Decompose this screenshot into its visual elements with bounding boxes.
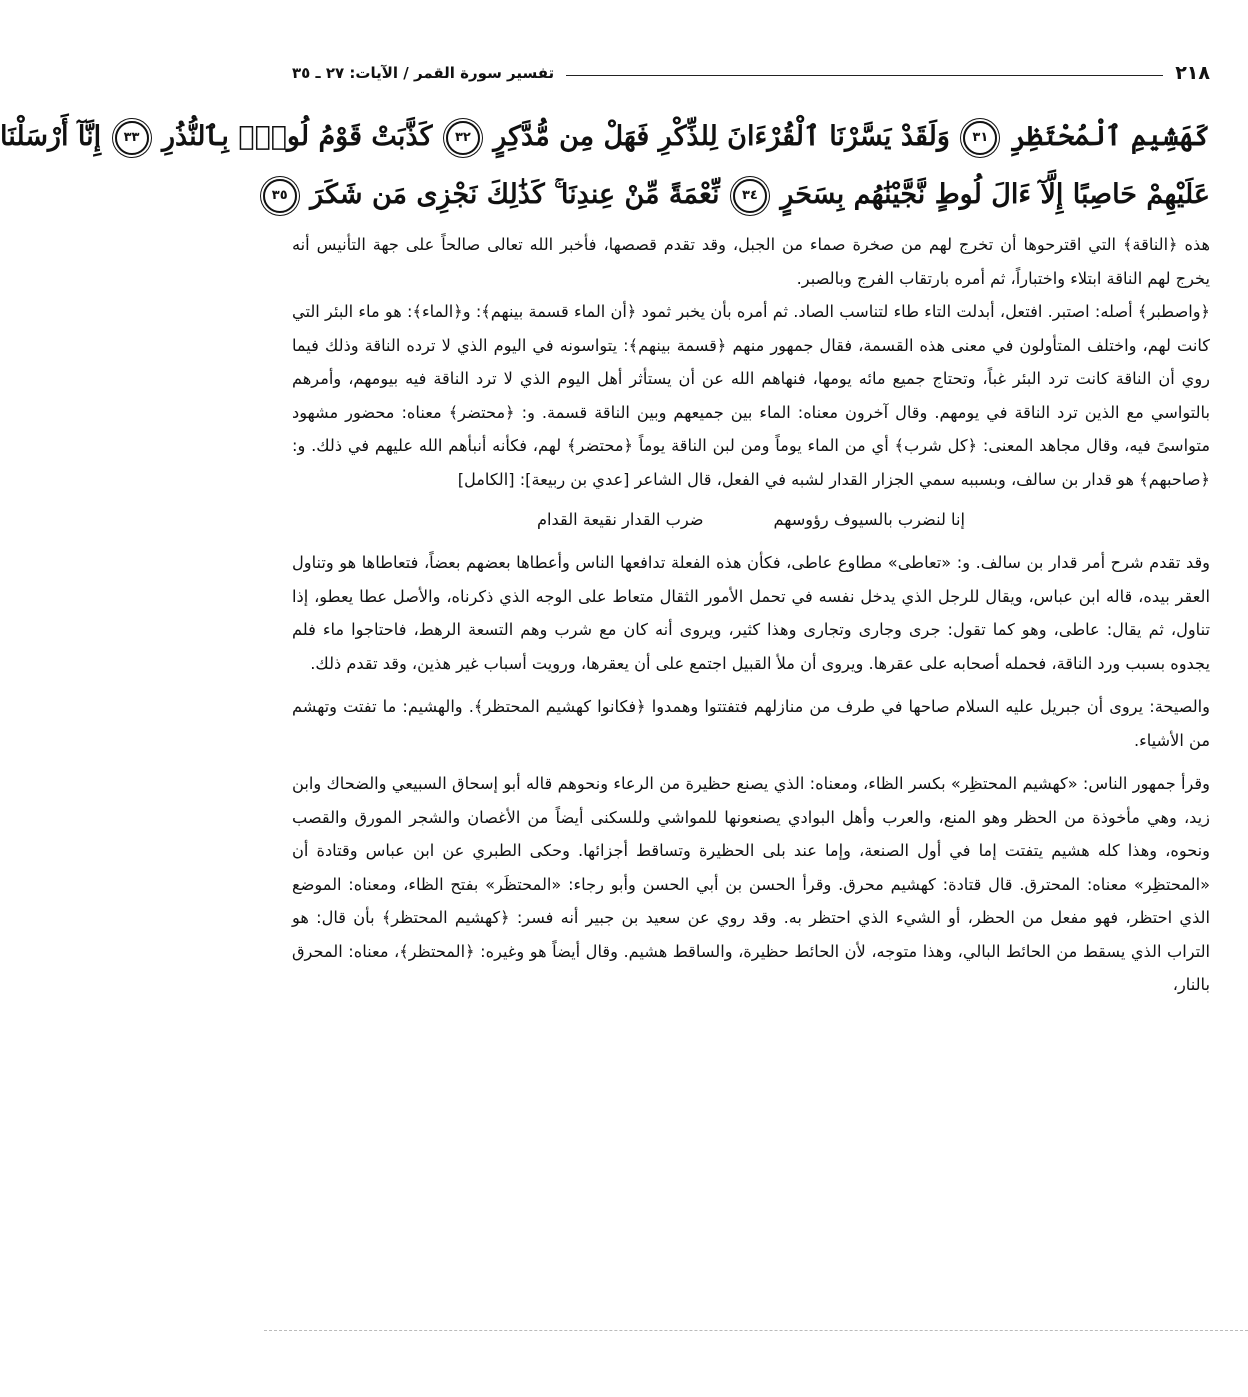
paragraph-gap <box>292 680 1210 690</box>
commentary-paragraph: وقد تقدم شرح أمر قدار بن سالف. و: «تعاطى» مطاوع عاطى، فكأن هذه الفعلة تدافعها الناس وأعطاها بعضهم بعضاً، فتعاطاها هو وتناول العقر بيده، قاله ابن عباس، ويقال للرجل الذي يدخل نفسه في تحمل الأمور الثقال متعاط على الوجه الذي ذكرناه، والأصل عطا يعطو، إذا تناول، ثم يقال: عاطى، وهو كما تقول: جرى وجارى وتجارى وهذا كثير، ويروى أنه كان مع شرب وهم التسعة الرهط، فاحتاجوا ماء فلم يجدوه بسبب ورد الناقة، فحمله أصحابه على عقرها. ويروى أن ملأ القبيل اجتمع على أن يعقرها، ورويت أسباب غير هذين، وقد تقدم ذلك. <box>292 553 1210 673</box>
quran-line <box>0 108 1210 166</box>
commentary-paragraph: وقرأ جمهور الناس: «كهشيم المحتظِر» بكسر الظاء، ومعناه: الذي يصنع حظيرة من الرعاء ونحوهم قاله أبو إسحاق السبيعي والضحاك وابن زيد، وهي مأخوذة من الحظر وهو المنع، والعرب وأهل البوادي يصنعونها للمواشي وللسكنى أيضاً من الأغصان والشجر المورق والقصب ونحوه، وهذا كله هشيم يتفتت إما في أول الصنعة، وإما عند بلى الحظيرة وتساقط أجزائها. وحكى الطبري عن ابن عباس وقتادة أن «المحتظِر» معناه: المحترق. قال قتادة: كهشيم محرق. وقرأ الحسن بن أبي الحسن وأبو رجاء: «المحتظَر» بفتح الظاء، ومعناه: الموضع الذي احتظر، فهو مفعل من الحظر، أو الشيء الذي احتظر به. وقد روي عن سعيد بن جبير أنه فسر: ﴿كهشيم المحتظر﴾ بأن قال: هو التراب الذي يسقط من الحائط البالي، وهذا متوجه، لأن الحائط حظيرة، والساقط هشيم. وقال أيضاً هو وغيره: ﴿المحتظر﴾، معناه: المحرق بالنار، <box>292 774 1210 994</box>
quran-text: نِّعْمَةً مِّنْ عِندِنَا ۚ كَذَٰلِكَ نَجْزِى مَن شَكَرَ <box>310 179 720 210</box>
ayah-number-marker: ٣١ <box>963 121 997 155</box>
quran-text: عَلَيْهِمْ حَاصِبًا إِلَّآ ءَالَ لُوطٍ نَّجَّيْنَٰهُم بِسَحَرٍ <box>780 179 1210 210</box>
page-number: ٢١٨ <box>1175 62 1210 84</box>
ayah-number-marker: ٣٣ <box>115 121 149 155</box>
commentary-paragraph: ﴿واصطبر﴾ أصله: اصتبر. افتعل، أبدلت التاء طاء لتناسب الصاد. ثم أمره بأن يخبر ثمود ﴿أن الماء قسمة بينهم﴾: و﴿الماء﴾: هو ماء البئر التي كانت لهم، واختلف المتأولون في معنى هذه القسمة، فقال جمهور منهم ﴿قسمة بينهم﴾: يتواسونه في اليوم الذي لا ترده الناقة وذلك فيما روي أن الناقة كانت ترد البئر غباً، وتحتاج جميع مائه يومها، فنهاهم الله عن أن يستأثر أهل اليوم الذي لا ترد الناقة فيه بيومهم، وأمرهم بالتواسي مع الذين ترد الناقة في يومهم. وقال آخرون معناه: الماء بين جميعهم وبين الناقة قسمة. و: ﴿محتضر﴾ معناه: محضور مشهود متواسىً فيه، وقال مجاهد المعنى: ﴿كل شرب﴾ أي من الماء يوماً ومن لبن الناقة يوماً ﴿محتضر﴾ لهم، فكأنه أنبأهم الله عليهم في ذلك. و: ﴿صاحبهم﴾ هو قدار بن سالف، وبسببه سمي الجزار القدار لشبه في الفعل، قال الشاعر [عدي بن ربيعة]: [الكامل] <box>292 302 1210 489</box>
ayah-number-marker: ٣٤ <box>733 179 767 213</box>
verse-second-hemistich: ضرب القدار نقيعة القدام <box>537 510 704 529</box>
commentary-paragraph: والصيحة: يروى أن جبريل عليه السلام صاحها في طرف من منازلهم فتفتتوا وهمدوا ﴿فكانوا كهشيم المحتظر﴾. والهشيم: ما تفتت وتهشم من الأشياء. <box>292 697 1210 750</box>
commentary-paragraph: هذه ﴿الناقة﴾ التي اقترحوها أن تخرج لهم من صخرة صماء من الجبل، وقد تقدم قصصها، فأخبر الله تعالى صالحاً على جهة التأنيس أنه يخرج لهم الناقة ابتلاء واختباراً، ثم أمره بارتقاب الفرج وبالصبر. <box>292 235 1210 288</box>
ayah-number-marker: ٣٢ <box>446 121 480 155</box>
quran-text: كَهَشِيمِ ٱلْمُحْتَظِرِ <box>1010 121 1210 152</box>
quran-text: إِنَّآ أَرْسَلْنَا <box>0 121 102 152</box>
quran-text: وَلَقَدْ يَسَّرْنَا ٱلْقُرْءَانَ لِلذِّكْرِ فَهَلْ مِن مُّدَّكِرٍ <box>493 121 950 152</box>
quran-text: كَذَّبَتْ قَوْمُ لُوطٍۭ بِٱلنُّذُرِ <box>161 121 433 152</box>
running-head: تفسير سورة القمر / الآيات: ٢٧ ـ ٣٥ <box>292 64 555 82</box>
poetry-verse <box>292 500 1210 540</box>
commentary-body <box>292 228 1210 1002</box>
quran-verses <box>0 108 1210 224</box>
paragraph-gap <box>292 757 1210 767</box>
quran-line <box>271 166 1210 224</box>
ayah-number-marker: ٣٥ <box>263 179 297 213</box>
verse-first-hemistich: إنا لنضرب بالسيوف رؤوسهم <box>773 510 965 529</box>
scan-edge <box>264 1330 1248 1331</box>
header-rule <box>566 75 1163 76</box>
page-header <box>292 58 1210 88</box>
